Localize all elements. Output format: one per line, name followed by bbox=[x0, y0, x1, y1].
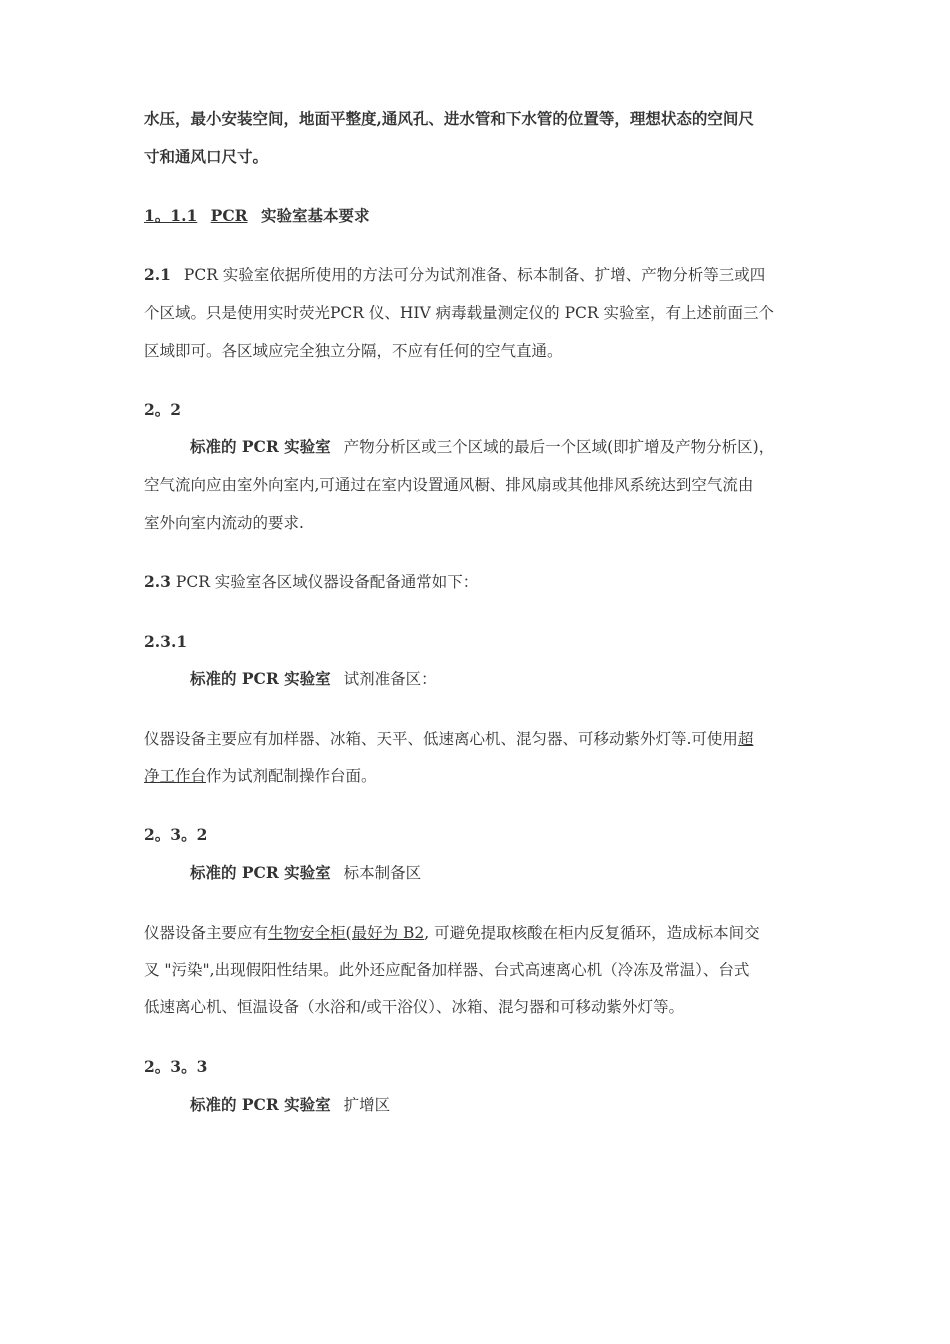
section-2-2-line-3: 室外向室内流动的要求. bbox=[144, 514, 304, 532]
section-area: 试剂准备区： bbox=[343, 670, 437, 688]
section-label: 标准的 PCR 实验室 bbox=[190, 1095, 331, 1114]
section-2-1-line-2: 个区域。只是使用实时荧光PCR 仪、HIV 病毒载量测定仪的 PCR 实验室，有上述前面三个 bbox=[144, 304, 774, 322]
section-2-3-1-line-1 bbox=[144, 729, 753, 749]
section-text: 作为试剂配制操作台面。 bbox=[206, 767, 377, 785]
intro-line-1: 水压，最小安装空间，地面平整度,通风孔、进水管和下水管的位置等，理想状态的空间尺 bbox=[144, 109, 754, 128]
section-2-3-2-line-1 bbox=[144, 923, 760, 943]
heading-number: 1。1.1 bbox=[144, 206, 198, 225]
section-2-3-2-number: 2。3。2 bbox=[144, 825, 208, 844]
section-label: 标准的 PCR 实验室 bbox=[190, 669, 331, 688]
clean-bench-link-continued[interactable]: 净工作台 bbox=[144, 767, 207, 785]
heading-title: 实验室基本要求 bbox=[260, 206, 370, 225]
section-2-2-number: 2。2 bbox=[144, 400, 182, 419]
heading-pcr: PCR bbox=[210, 206, 248, 225]
section-2-3-1-number: 2.3.1 bbox=[144, 632, 188, 651]
section-label: 标准的 PCR 实验室 bbox=[190, 437, 331, 456]
section-label: 标准的 PCR 实验室 bbox=[190, 863, 331, 882]
section-text: PCR 实验室各区域仪器设备配备通常如下： bbox=[175, 573, 479, 591]
section-text: PCR 实验室依据所使用的方法可分为试剂准备、标本制备、扩增、产物分析等三或四 bbox=[183, 266, 766, 284]
section-area: 扩增区 bbox=[343, 1096, 391, 1114]
section-2-3-1-title bbox=[190, 669, 437, 689]
section-2-3-1-line-2 bbox=[144, 766, 377, 786]
section-2-3-2-title bbox=[190, 863, 421, 883]
section-2-3 bbox=[144, 572, 478, 592]
section-area: 标本制备区 bbox=[343, 864, 422, 882]
section-2-2-line-2: 空气流向应由室外向室内,可通过在室内设置通风橱、排风扇或其他排风系统达到空气流由 bbox=[144, 476, 754, 494]
section-2-3-2-line-3: 低速离心机、恒温设备（水浴和/或干浴仪）、冰箱、混匀器和可移动紫外灯等。 bbox=[144, 998, 684, 1016]
section-2-3-2-line-2: 叉 "污染",出现假阳性结果。此外还应配备加样器、台式高速离心机（冷冻及常温）、台式 bbox=[144, 961, 750, 979]
clean-bench-link[interactable]: 超 bbox=[737, 730, 754, 748]
section-number: 2.3 bbox=[144, 572, 171, 591]
section-2-1-line-3: 区域即可。各区域应完全独立分隔，不应有任何的空气直通。 bbox=[144, 342, 563, 360]
section-2-2-line-1 bbox=[190, 437, 774, 457]
section-text: 产物分析区或三个区域的最后一个区域(即扩增及产物分析区)， bbox=[343, 438, 775, 456]
section-number: 2.1 bbox=[144, 265, 171, 284]
intro-line-2: 寸和通风口尺寸。 bbox=[144, 147, 269, 166]
heading-1-1-1 bbox=[144, 206, 369, 226]
section-2-1-line-1 bbox=[144, 265, 765, 285]
section-text: , 可避免提取核酸在柜内反复循环，造成标本间交 bbox=[424, 924, 760, 942]
section-text: 仪器设备主要应有加样器、冰箱、天平、低速离心机、混匀器、可移动紫外灯等.可使用 bbox=[144, 730, 738, 748]
section-text: 仪器设备主要应有 bbox=[144, 924, 269, 942]
section-2-3-3-number: 2。3。3 bbox=[144, 1057, 208, 1076]
biosafety-cabinet-link[interactable]: 生物安全柜(最好为 B2 bbox=[268, 924, 425, 942]
section-2-3-3-title bbox=[190, 1095, 390, 1115]
